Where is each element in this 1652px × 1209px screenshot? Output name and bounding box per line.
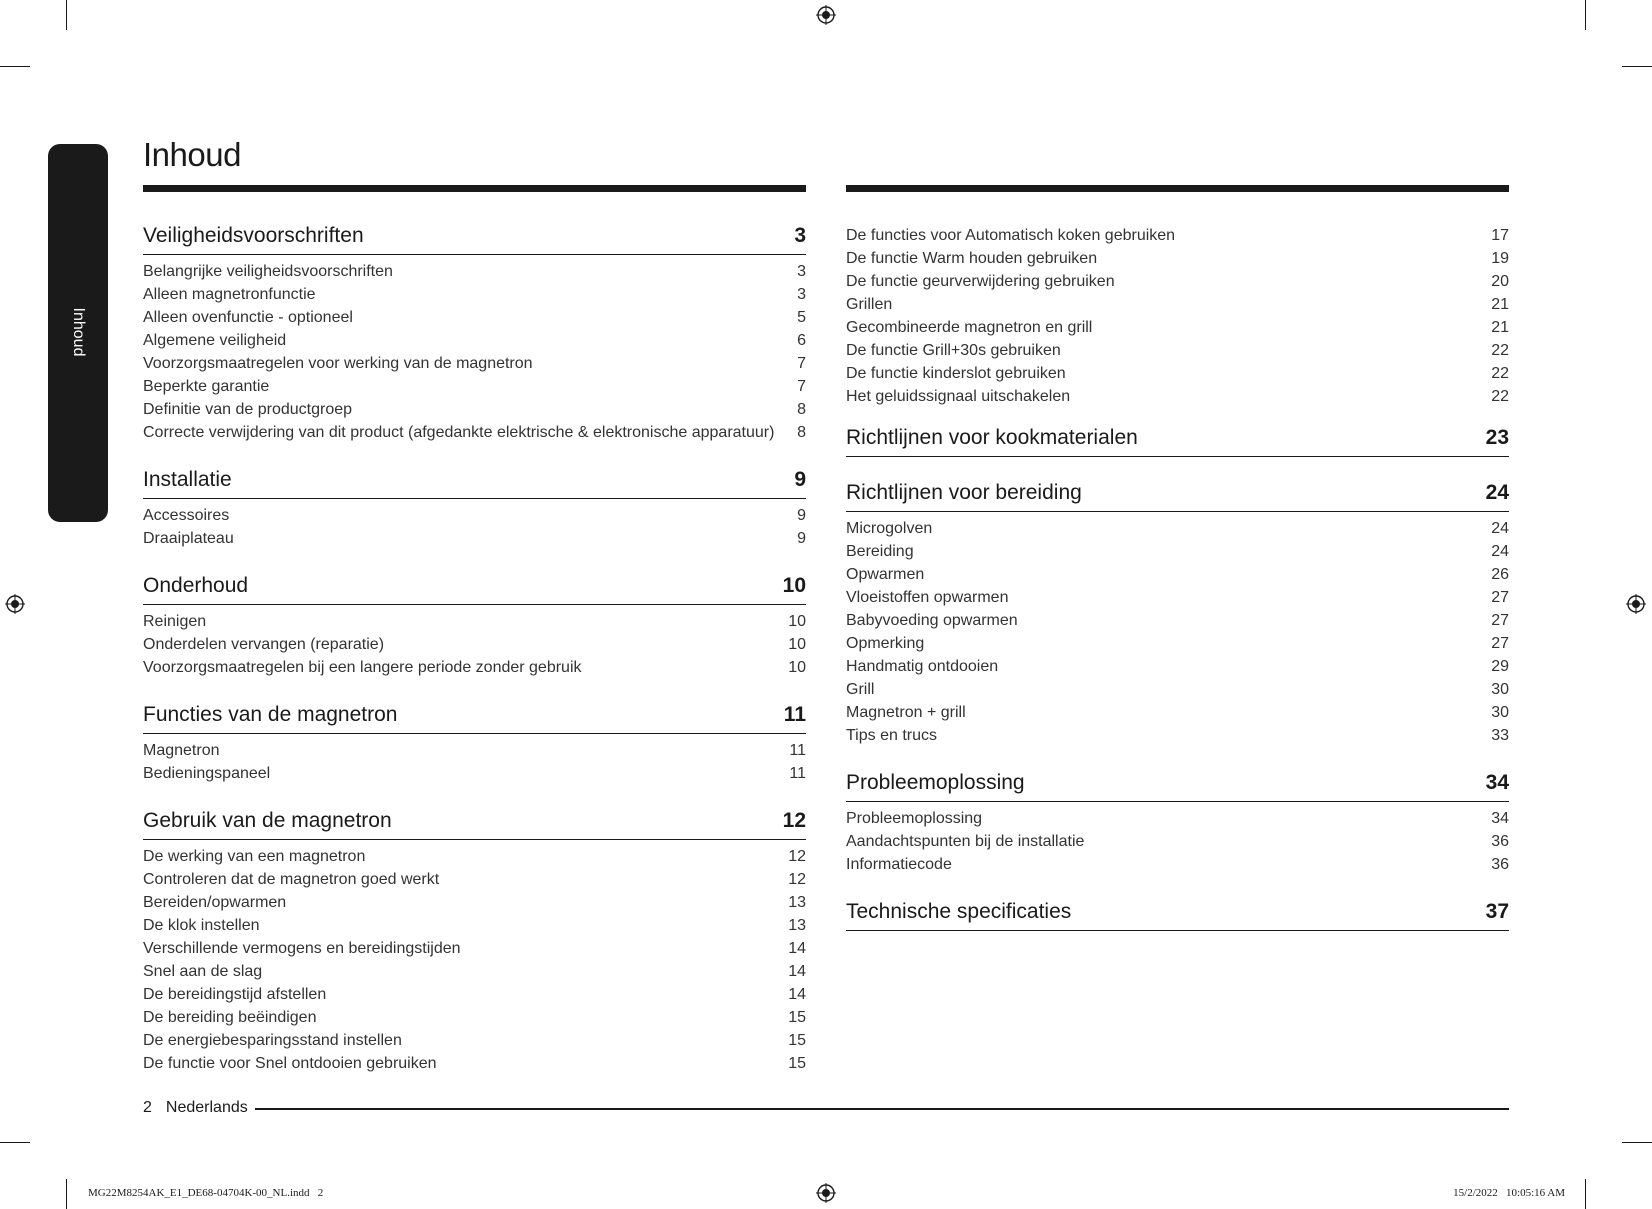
toc-entry-label: Bedieningspaneel [143, 765, 271, 782]
footer-rule [255, 1108, 1509, 1110]
toc-entry-label: Handmatig ontdooien [846, 658, 999, 675]
toc-entry-label: Informatiecode [846, 856, 952, 873]
toc-entry-page: 24 [1491, 520, 1509, 537]
toc-entry-page: 30 [1491, 681, 1509, 698]
toc-section-heading[interactable] [846, 898, 1509, 931]
toc-entry-page: 33 [1491, 727, 1509, 744]
toc-section-heading[interactable] [846, 479, 1509, 512]
toc-entry[interactable] [143, 762, 806, 785]
toc-section-heading[interactable] [143, 572, 806, 605]
crop-mark [0, 66, 30, 67]
toc-entry-label: Bereiden/opwarmen [143, 894, 287, 911]
toc-entry[interactable] [846, 517, 1509, 540]
toc-entry-page: 21 [1491, 319, 1509, 336]
title-rule-left [143, 185, 806, 192]
toc-entry-label: De functie voor Snel ontdooien gebruiken [143, 1055, 437, 1072]
toc-entry-label: Magnetron + grill [846, 704, 966, 721]
print-slug-file: MG22M8254AK_E1_DE68-04704K-00_NL.indd 2 [88, 1187, 324, 1199]
toc-entry[interactable] [846, 655, 1509, 678]
toc-entry-label: De functie Warm houden gebruiken [846, 250, 1098, 267]
toc-entry-label: Verschillende vermogens en bereidingstijden [143, 940, 461, 957]
toc-section [846, 769, 1509, 876]
toc-entry-page: 21 [1491, 296, 1509, 313]
toc-entry-label: Babyvoeding opwarmen [846, 612, 1018, 629]
toc-entry-label: Alleen ovenfunctie - optioneel [143, 309, 353, 326]
toc-entry-page: 20 [1491, 273, 1509, 290]
toc-entry[interactable] [143, 868, 806, 891]
toc-entry-label: Reinigen [143, 613, 207, 630]
toc-entry[interactable] [143, 283, 806, 306]
toc-entry[interactable] [846, 701, 1509, 724]
toc-entry[interactable] [846, 632, 1509, 655]
toc-entry[interactable] [846, 563, 1509, 586]
crop-mark [1585, 1179, 1586, 1209]
toc-section-title: Onderhoud [143, 574, 249, 597]
toc-entry-label: Microgolven [846, 520, 933, 537]
toc-entry[interactable] [846, 316, 1509, 339]
toc-entry-label: Algemene veiligheid [143, 332, 287, 349]
toc-entry[interactable] [143, 937, 806, 960]
toc-entry[interactable] [846, 385, 1509, 408]
toc-section-title: Richtlijnen voor bereiding [846, 481, 1082, 504]
toc-entry[interactable] [143, 633, 806, 656]
toc-entry[interactable] [143, 845, 806, 868]
toc-entry-label: De functie kinderslot gebruiken [846, 365, 1066, 382]
toc-entry[interactable] [846, 540, 1509, 563]
toc-entry-label: De bereiding beëindigen [143, 1009, 317, 1026]
toc-entry-page: 26 [1491, 566, 1509, 583]
toc-entry-page: 34 [1491, 810, 1509, 827]
toc-entry-page: 14 [788, 963, 806, 980]
toc-entry-label: Correcte verwijdering van dit product (afgedankte elektrische & elektronische apparatuur) [143, 424, 775, 441]
toc-entry[interactable] [143, 914, 806, 937]
toc-entry[interactable] [143, 656, 806, 679]
toc-entry[interactable] [846, 678, 1509, 701]
toc-entry-page: 8 [797, 424, 806, 441]
toc-entry[interactable] [846, 853, 1509, 876]
toc-entry-page: 19 [1491, 250, 1509, 267]
toc-entry-page: 3 [797, 263, 806, 280]
toc-entry-page: 29 [1491, 658, 1509, 675]
toc-entry-page: 15 [788, 1055, 806, 1072]
chapter-side-tab-label: Inhoud [70, 307, 87, 357]
toc-entry-page: 6 [797, 332, 806, 349]
toc-entry-page: 12 [788, 871, 806, 888]
footer-language: Nederlands [165, 1099, 248, 1116]
toc-entry-label: De functie geurverwijdering gebruiken [846, 273, 1115, 290]
toc-entry-label: Vloeistoffen opwarmen [846, 589, 1009, 606]
toc-entry-page: 11 [789, 742, 806, 759]
toc-entry-label: Voorzorgsmaatregelen bij een langere periode zonder gebruik [143, 659, 582, 676]
toc-section-page: 10 [782, 574, 806, 597]
toc-entry[interactable] [143, 375, 806, 398]
toc-entry-label: Onderdelen vervangen (reparatie) [143, 636, 385, 653]
toc-entry-label: Bereiding [846, 543, 914, 560]
toc-section-heading[interactable] [846, 769, 1509, 802]
toc-entry-page: 27 [1491, 635, 1509, 652]
toc-section-heading[interactable] [143, 807, 806, 840]
crop-mark [1622, 66, 1652, 67]
toc-section [143, 466, 806, 550]
toc-entry[interactable] [846, 609, 1509, 632]
toc-section-page: 37 [1485, 900, 1509, 923]
crop-mark [0, 1142, 30, 1143]
toc-entry-label: Grillen [846, 296, 893, 313]
toc-entry[interactable] [143, 1006, 806, 1029]
toc-entry-page: 7 [797, 355, 806, 372]
title-rule-right [846, 185, 1509, 192]
toc-section-title: Technische specificaties [846, 900, 1072, 923]
toc-entry-label: Het geluidssignaal uitschakelen [846, 388, 1071, 405]
toc-section [846, 898, 1509, 931]
toc-entry-label: Voorzorgsmaatregelen voor werking van de magnetron [143, 355, 533, 372]
toc-entry-page: 3 [797, 286, 806, 303]
crop-mark [66, 1179, 67, 1209]
toc-entry[interactable] [143, 527, 806, 550]
toc-right-column [846, 224, 1509, 953]
toc-entry-page: 10 [788, 613, 806, 630]
toc-section-title: Functies van de magnetron [143, 703, 398, 726]
toc-entry-label: Opwarmen [846, 566, 925, 583]
toc-entry[interactable] [143, 1029, 806, 1052]
toc-entry[interactable] [143, 983, 806, 1006]
toc-entry-page: 13 [788, 917, 806, 934]
toc-entry-page: 22 [1491, 342, 1509, 359]
toc-entry[interactable] [143, 352, 806, 375]
toc-entry-page: 5 [797, 309, 806, 326]
toc-section-heading[interactable] [846, 424, 1509, 457]
toc-section [143, 572, 806, 679]
crop-mark [1622, 1142, 1652, 1143]
toc-entry-page: 14 [788, 986, 806, 1003]
toc-entry[interactable] [846, 224, 1509, 247]
toc-section-page: 3 [794, 224, 806, 247]
toc-section-page: 24 [1485, 481, 1509, 504]
toc-entry-label: Opmerking [846, 635, 925, 652]
toc-entry-page: 17 [1491, 227, 1509, 244]
toc-entry[interactable] [846, 247, 1509, 270]
toc-section [143, 807, 806, 1075]
toc-section-title: Gebruik van de magnetron [143, 809, 392, 832]
toc-section-title: Probleemoplossing [846, 771, 1025, 794]
toc-entry[interactable] [846, 339, 1509, 362]
toc-entry[interactable] [143, 260, 806, 283]
toc-continued-list [846, 224, 1509, 408]
toc-entry-label: Aandachtspunten bij de installatie [846, 833, 1085, 850]
toc-section-page: 23 [1485, 426, 1509, 449]
toc-entry-page: 8 [797, 401, 806, 418]
registration-mark-icon [5, 594, 25, 614]
toc-entry[interactable] [846, 807, 1509, 830]
toc-entry-label: De klok instellen [143, 917, 260, 934]
toc-entry-label: Accessoires [143, 507, 230, 524]
page-title: Inhoud [143, 136, 241, 173]
toc-section [846, 479, 1509, 747]
registration-mark-icon [1626, 594, 1646, 614]
toc-entry-page: 9 [797, 530, 806, 547]
toc-entry-page: 11 [789, 765, 806, 782]
toc-entry-label: Definitie van de productgroep [143, 401, 353, 418]
toc-entry-label: De energiebesparingsstand instellen [143, 1032, 402, 1049]
toc-section-title: Richtlijnen voor kookmaterialen [846, 426, 1138, 449]
toc-entry[interactable] [143, 504, 806, 527]
toc-entry-page: 22 [1491, 388, 1509, 405]
toc-entry-label: Belangrijke veiligheidsvoorschriften [143, 263, 393, 280]
toc-entry-label: Snel aan de slag [143, 963, 263, 980]
toc-entry[interactable] [143, 891, 806, 914]
toc-entry[interactable] [143, 960, 806, 983]
toc-entry-label: Tips en trucs [846, 727, 937, 744]
toc-section-heading[interactable] [143, 466, 806, 499]
toc-entry[interactable] [846, 293, 1509, 316]
toc-entry-page: 30 [1491, 704, 1509, 721]
toc-entry-label: Gecombineerde magnetron en grill [846, 319, 1093, 336]
toc-entry[interactable] [143, 610, 806, 633]
toc-section-page: 9 [794, 468, 806, 491]
toc-entry[interactable] [143, 329, 806, 352]
toc-entry[interactable] [143, 1052, 806, 1075]
page-footer [143, 1099, 248, 1117]
toc-entry-label: Alleen magnetronfunctie [143, 286, 316, 303]
toc-entry-label: Grill [846, 681, 875, 698]
toc-section-heading[interactable] [143, 701, 806, 734]
toc-entry[interactable] [143, 306, 806, 329]
toc-entry[interactable] [143, 739, 806, 762]
toc-entry-page: 12 [788, 848, 806, 865]
toc-entry-label: De functie Grill+30s gebruiken [846, 342, 1061, 359]
toc-entry-page: 36 [1491, 856, 1509, 873]
toc-entry-page: 27 [1491, 589, 1509, 606]
toc-entry[interactable] [846, 830, 1509, 853]
crop-mark [1585, 0, 1586, 30]
toc-entry[interactable] [143, 398, 806, 421]
toc-entry-page: 15 [788, 1032, 806, 1049]
toc-entry-page: 15 [788, 1009, 806, 1026]
toc-entry[interactable] [846, 586, 1509, 609]
toc-entry-page: 10 [788, 659, 806, 676]
toc-entry-page: 10 [788, 636, 806, 653]
toc-entry-page: 13 [788, 894, 806, 911]
toc-entry-page: 27 [1491, 612, 1509, 629]
toc-entry-page: 9 [797, 507, 806, 524]
print-slug-timestamp: 15/2/2022 10:05:16 AM [1453, 1187, 1565, 1199]
toc-section [143, 701, 806, 785]
toc-entry[interactable] [143, 421, 806, 444]
toc-section [846, 424, 1509, 457]
toc-section-page: 34 [1485, 771, 1509, 794]
crop-mark [66, 0, 67, 30]
toc-entry[interactable] [846, 270, 1509, 293]
toc-entry-page: 24 [1491, 543, 1509, 560]
toc-section-page: 11 [783, 703, 806, 726]
toc-entry-page: 22 [1491, 365, 1509, 382]
toc-section [143, 222, 806, 444]
toc-entry-page: 7 [797, 378, 806, 395]
toc-section-title: Veiligheidsvoorschriften [143, 224, 364, 247]
toc-right-sections [846, 424, 1509, 931]
toc-section-title: Installatie [143, 468, 232, 491]
toc-entry-page: 36 [1491, 833, 1509, 850]
toc-section-page: 12 [782, 809, 806, 832]
registration-mark-icon [816, 1183, 836, 1203]
toc-entry-label: De werking van een magnetron [143, 848, 366, 865]
toc-entry[interactable] [846, 724, 1509, 747]
toc-entry-label: Controleren dat de magnetron goed werkt [143, 871, 440, 888]
footer-page-number: 2 [143, 1099, 152, 1116]
toc-entry-label: De bereidingstijd afstellen [143, 986, 327, 1003]
toc-entry-label: Draaiplateau [143, 530, 234, 547]
toc-section-heading[interactable] [143, 222, 806, 255]
toc-entry-label: Magnetron [143, 742, 220, 759]
registration-mark-icon [816, 5, 836, 25]
toc-entry[interactable] [846, 362, 1509, 385]
toc-entry-label: Probleemoplossing [846, 810, 983, 827]
toc-left-column [143, 222, 806, 1097]
toc-entry-page: 14 [788, 940, 806, 957]
toc-entry-label: De functies voor Automatisch koken gebruiken [846, 227, 1176, 244]
toc-entry-label: Beperkte garantie [143, 378, 270, 395]
